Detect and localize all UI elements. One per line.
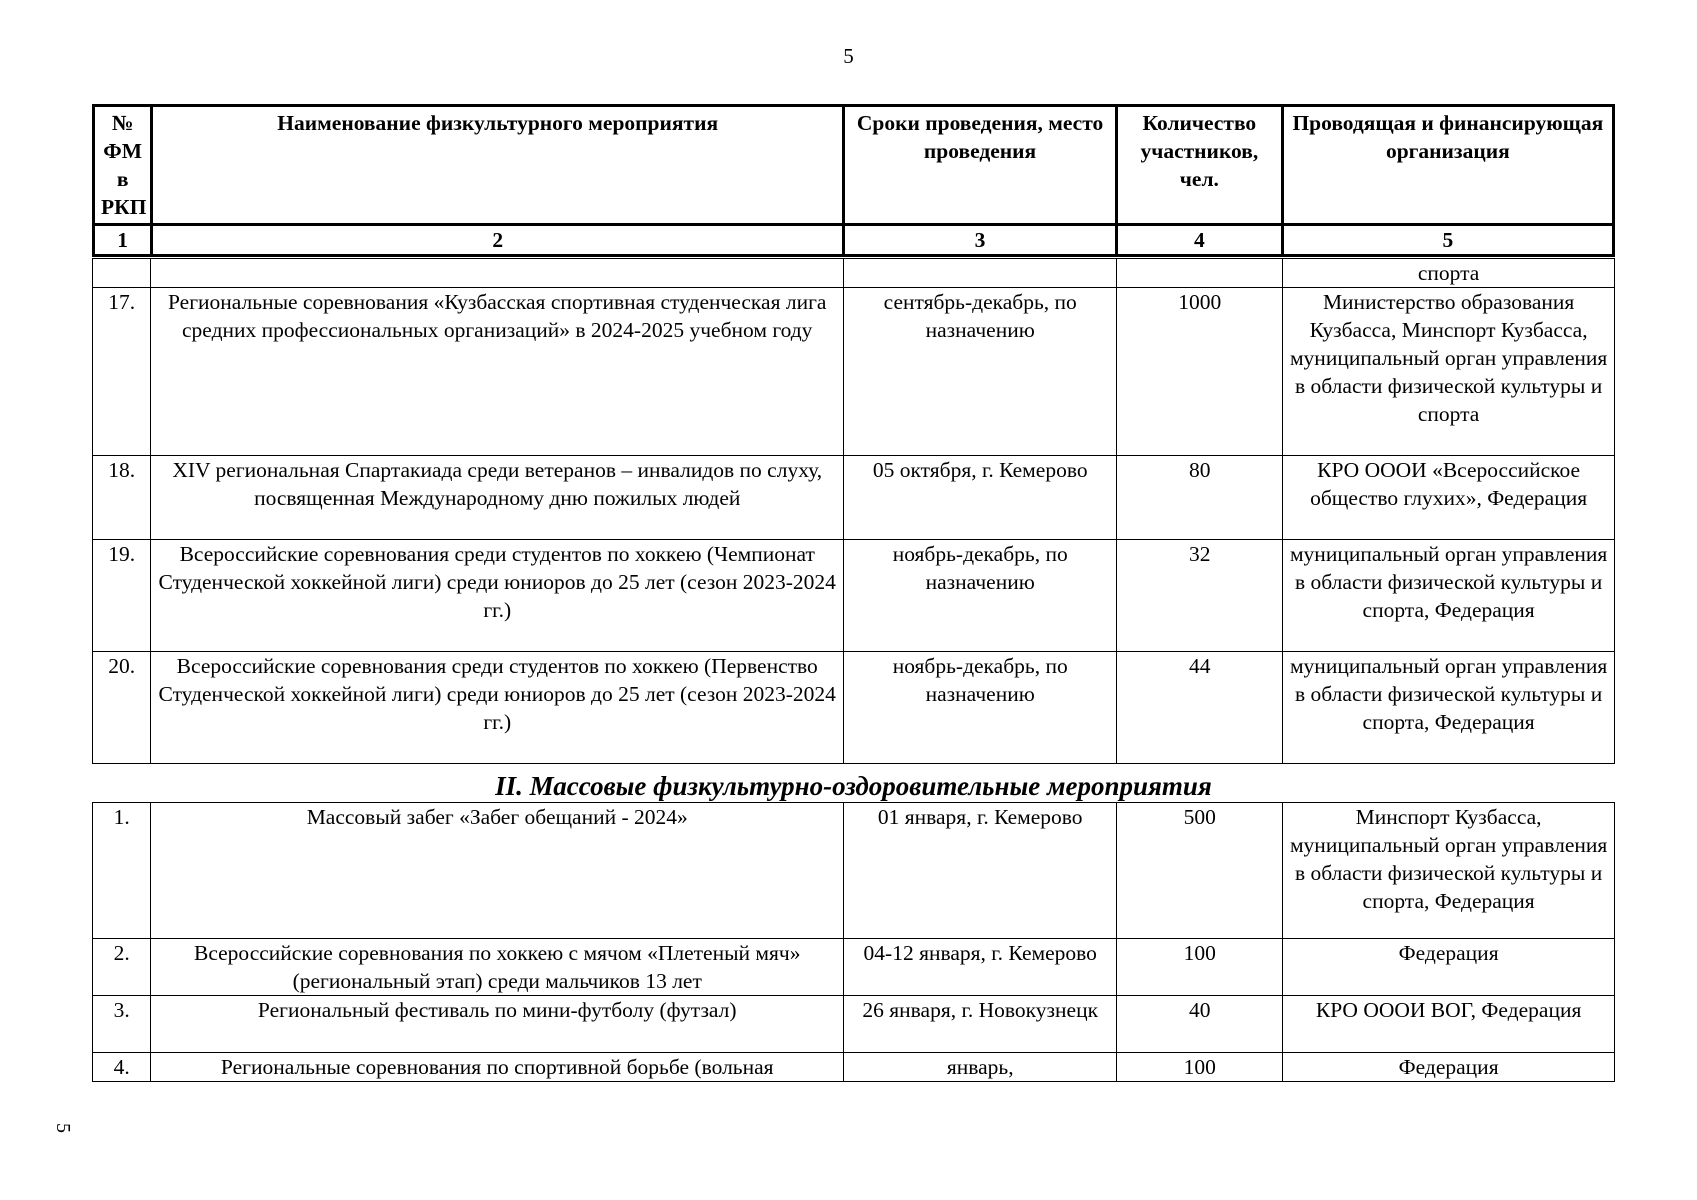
row-dates: 04-12 января, г. Кемерово [844,939,1117,996]
table-row [93,540,1615,652]
table-row [93,803,1615,939]
table-section-1 [92,258,1615,764]
table-row [93,288,1615,456]
column-number: 4 [1117,225,1283,256]
row-org: КРО ОООИ ВОГ, Федерация [1283,996,1615,1053]
header-dates-place: Сроки проведения, место проведения [844,106,1117,225]
table-row [93,456,1615,540]
row-org: спорта [1283,259,1615,288]
row-event-name: Региональные соревнования «Кузбасская спортивная студенческая лига средних профессиональных организаций» в 2024-2025 учебном году [151,288,844,456]
row-org: Минспорт Кузбасса, муниципальный орган управления в области физической культуры и спорта, Федерация [1283,803,1615,939]
row-count: 100 [1117,1053,1283,1082]
header-number-row [94,225,1614,256]
column-number: 5 [1282,225,1613,256]
row-dates: ноябрь-декабрь, по назначению [844,652,1117,764]
row-event-name: Региональный фестиваль по мини-футболу (футзал) [151,996,844,1053]
row-event-name: Всероссийские соревнования среди студентов по хоккею (Первенство Студенческой хоккейной лиги) среди юниоров до 25 лет (сезон 2023-2024 гг.) [151,652,844,764]
row-count: 1000 [1117,288,1283,456]
table-row [93,1053,1615,1082]
page-number-top: 5 [843,44,854,68]
row-count: 40 [1117,996,1283,1053]
row-number: 17. [93,288,151,456]
row-count: 500 [1117,803,1283,939]
row-dates: ноябрь-декабрь, по назначению [844,540,1117,652]
row-org: Федерация [1283,1053,1615,1082]
row-number: 18. [93,456,151,540]
row-number: 19. [93,540,151,652]
row-count: 100 [1117,939,1283,996]
table-header [92,104,1615,257]
row-org: КРО ОООИ «Всероссийское общество глухих», Федерация [1283,456,1615,540]
row-number: 3. [93,996,151,1053]
row-event-name: Региональные соревнования по спортивной борьбе (вольная [151,1053,844,1082]
row-number: 1. [93,803,151,939]
table-row [93,939,1615,996]
header-organization: Проводящая и финансирующая организация [1282,106,1613,225]
row-dates: сентябрь-декабрь, по назначению [844,288,1117,456]
row-event-name: Массовый забег «Забег обещаний - 2024» [151,803,844,939]
row-org: Министерство образования Кузбасса, Минспорт Кузбасса, муниципальный орган управления в области физической культуры и спорта [1283,288,1615,456]
column-number: 1 [94,225,152,256]
row-dates: 01 января, г. Кемерово [844,803,1117,939]
row-event-name: Всероссийские соревнования среди студентов по хоккею (Чемпионат Студенческой хоккейной лиги) среди юниоров до 25 лет (сезон 2023-2024 гг.) [151,540,844,652]
column-number: 3 [844,225,1117,256]
row-count: 80 [1117,456,1283,540]
row-org: муниципальный орган управления в области физической культуры и спорта, Федерация [1283,652,1615,764]
row-event-name: Всероссийские соревнования по хоккею с мячом «Плетеный мяч» (региональный этап) среди мальчиков 13 лет [151,939,844,996]
row-count: 44 [1117,652,1283,764]
column-number: 2 [152,225,844,256]
row-dates: 26 января, г. Новокузнецк [844,996,1117,1053]
row-org: муниципальный орган управления в области физической культуры и спорта, Федерация [1283,540,1615,652]
row-number: 2. [93,939,151,996]
header-participants: Количество участников, чел. [1117,106,1283,225]
row-dates: 05 октября, г. Кемерово [844,456,1117,540]
header-row [94,106,1614,225]
page-number-side: 5 [52,1123,74,1133]
row-dates: январь, [844,1053,1117,1082]
table-row [93,996,1615,1053]
table-section-2 [92,802,1615,1082]
row-number: 20. [93,652,151,764]
header-number: № ФМ в РКП [94,106,152,225]
section-title: II. Массовые физкультурно-оздоровительные мероприятия [495,771,1212,801]
row-org: Федерация [1283,939,1615,996]
row-number: 4. [93,1053,151,1082]
row-count: 32 [1117,540,1283,652]
table-row [93,652,1615,764]
table-row-continuation [93,259,1615,288]
header-event-name: Наименование физкультурного мероприятия [152,106,844,225]
row-event-name: XIV региональная Спартакиада среди ветеранов – инвалидов по слуху, посвященная Международному дню пожилых людей [151,456,844,540]
